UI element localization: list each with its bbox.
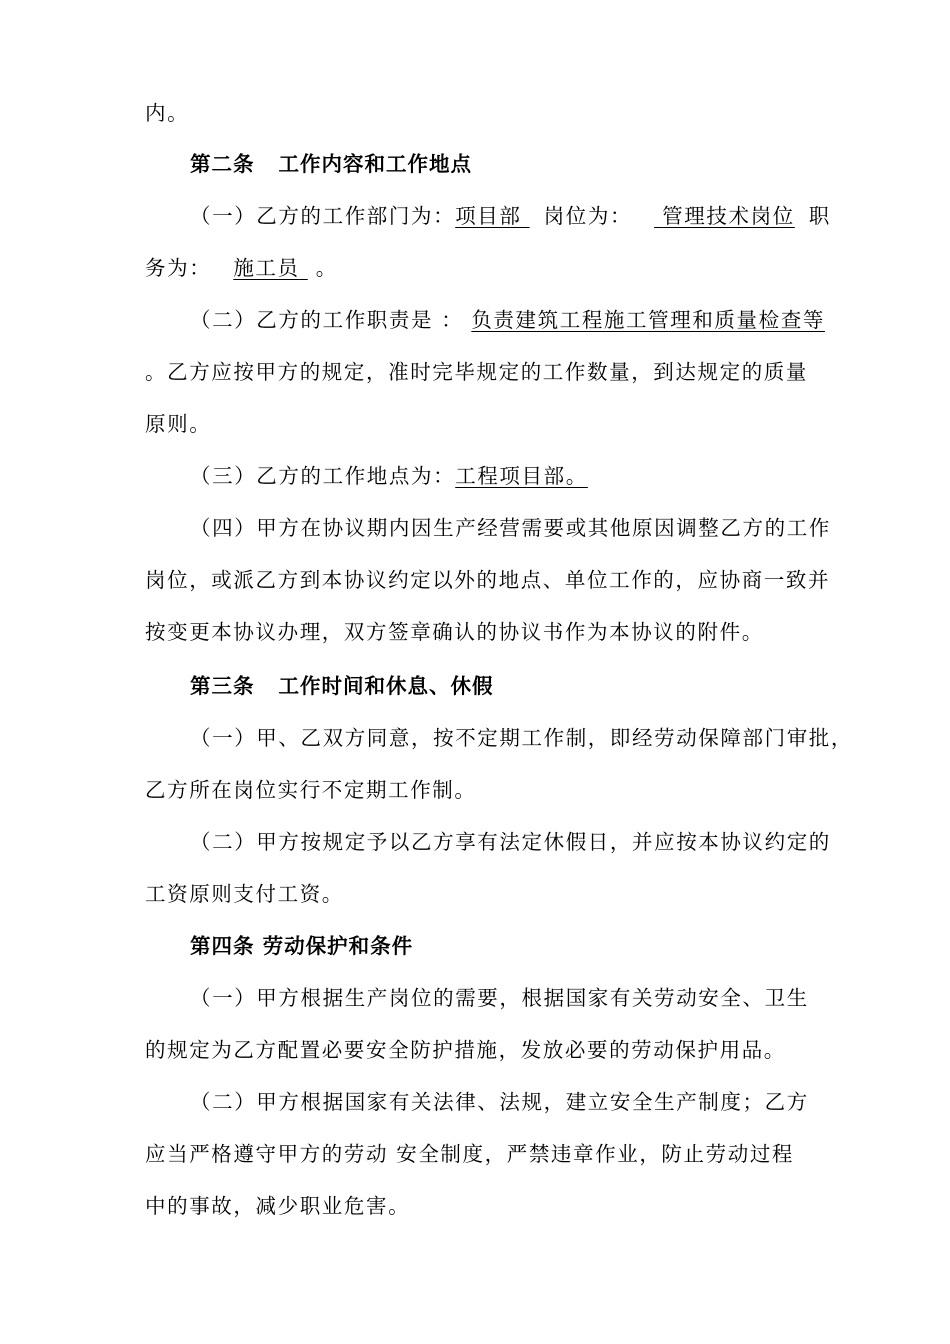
article-4-para-1-line-2: 的规定为乙方配置必要安全防护措施，发放必要的劳动保护用品。 (145, 1038, 786, 1062)
article-4-para-1-line-1: （一）甲方根据生产岗位的需要，根据国家有关劳动安全、卫生 (190, 986, 809, 1010)
article-2-para-2-line-2: 。乙方应按甲方的规定，准时完毕规定的工作数量，到达规定的质量 (145, 360, 808, 384)
article-2-para-1-line-1: （一）乙方的工作部门为：项目部 岗位为： 管理技术岗位 职 (190, 204, 831, 228)
article-3-para-1-line-1: （一）甲、乙双方同意，按不定期工作制，即经劳动保障部门审批， (190, 726, 853, 750)
duty-field: 施工员 (233, 256, 300, 280)
article-2-para-2-line-3: 原则。 (145, 412, 212, 436)
article-2-para-1-line-2: 务为： 施工员 。 (145, 256, 338, 280)
article-4-para-2-line-3: 中的事故，减少职业危害。 (145, 1194, 411, 1218)
article-4-para-2-line-2: 应当严格遵守甲方的劳动 安全制度，严禁违章作业，防止劳动过程 (145, 1142, 795, 1166)
department-field: 项目部 (455, 204, 522, 228)
article-4-para-2-line-1: （二）甲方根据国家有关法律、法规，建立安全生产制度；乙方 (190, 1090, 809, 1114)
article-3-para-1-line-2: 乙方所在岗位实行不定期工作制。 (145, 778, 477, 802)
article-2-number: 第二条 (190, 152, 255, 176)
article-2-title: 工作内容和工作地点 (278, 152, 472, 176)
responsibility-field: 负责建筑工程施工管理和质量检查等 (471, 308, 825, 332)
article-3-para-2-line-1: （二）甲方按规定予以乙方享有法定休假日，并应按本协议约定的 (190, 830, 831, 854)
article-2-para-4-line-3: 按变更本协议办理，双方签章确认的协议书作为本协议的附件。 (145, 620, 764, 644)
article-3-heading (190, 673, 494, 699)
article-4-heading: 第四条 劳动保护和条件 (190, 934, 414, 958)
article-3-number: 第三条 (190, 674, 255, 698)
workplace-field: 工程项目部。 (455, 464, 588, 488)
article-2-para-4-line-2: 岗位，或派乙方到本协议约定以外的地点、单位工作的，应协商一致并 (145, 568, 831, 592)
article-2-para-2-line-1: （二）乙方的工作职责是 ： 负责建筑工程施工管理和质量检查等 (190, 308, 825, 332)
post-field: 管理技术岗位 (662, 204, 795, 228)
article-3-title: 工作时间和休息、休假 (278, 674, 494, 698)
article-2-heading (190, 151, 472, 177)
continuation-line: 内。 (145, 101, 190, 125)
article-2-para-3: （三）乙方的工作地点为：工程项目部。 (190, 464, 588, 488)
article-3-para-2-line-2: 工资原则支付工资。 (145, 882, 344, 906)
article-2-para-4-line-1: （四）甲方在协议期内因生产经营需要或其他原因调整乙方的工作 (190, 516, 831, 540)
